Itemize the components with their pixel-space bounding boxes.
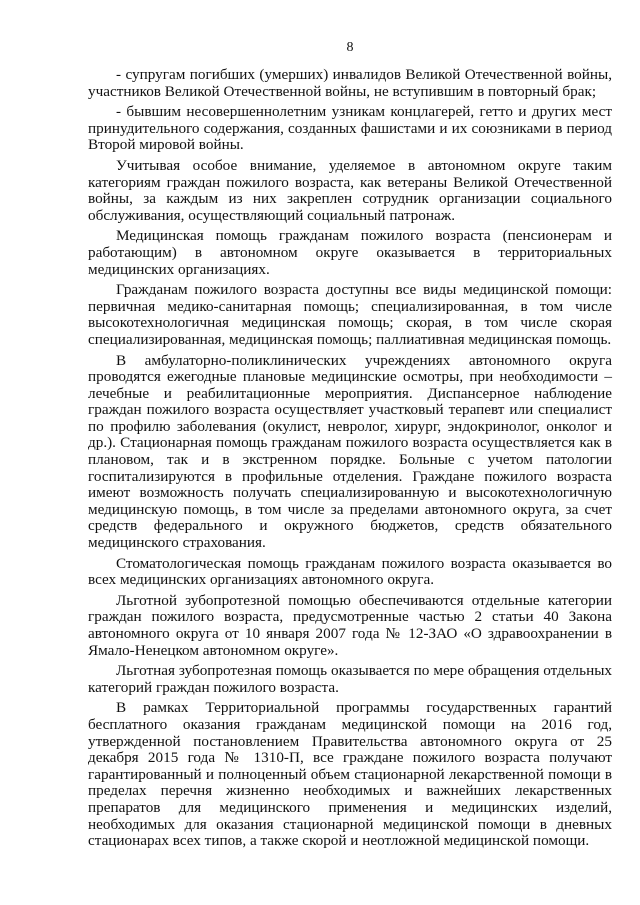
paragraph-preferential-dentures: Льготной зубопротезной помощью обеспечиваются отдельные категории граждан пожилого возраста, предусмотренные частью 2 статьи 40 Закона автономного округа от 10 января 2007 года № 12-ЗАО «О здравоохранении в Ямало-Ненецком автономном округе».	[88, 591, 612, 659]
paragraph-types-of-care: Гражданам пожилого возраста доступны все виды медицинской помощи: первичная медико-санитарная помощь; специализированная, в том числе высокотехнологичная медицинская помощь; скорая, в том числе скорая специализированная, медицинская помощь; паллиативная медицинская помощь.	[88, 281, 612, 348]
document-page	[88, 40, 612, 850]
paragraph-dentures-on-request: Льготная зубопротезная помощь оказывается по мере обращения отдельных категорий граждан пожилого возраста.	[88, 662, 612, 696]
page-number: 8	[346, 40, 354, 55]
paragraph-territorial-program: В рамках Территориальной программы государственных гарантий бесплатного оказания гражданам медицинской помощи на 2016 год, утвержденной постановлением Правительства автономного округа от 25 декабря 2015 года № 1310-П, все граждане пожилого возраста получают гарантированный и полноценный объем стационарной лекарственной помощи в пределах перечня жизненно необходимых и важнейших лекарственных препаратов для медицинского применения и медицинских изделий, необходимых для оказания стационарной медицинской помощи в дневных стационарах всех типов, а также скорой и неотложной медицинской помощи.	[88, 699, 612, 850]
paragraph-spouses-of-veterans: - супругам погибших (умерших) инвалидов Великой Отечественной войны, участников Великой Отечественной войны, не вступившим в повторный брак;	[88, 66, 612, 100]
paragraph-medical-help: Медицинская помощь гражданам пожилого возраста (пенсионерам и работающим) в автономном округе оказывается в территориальных медицинских организациях.	[88, 227, 612, 278]
paragraph-dental-care: Стоматологическая помощь гражданам пожилого возраста оказывается во всех медицинских организациях автономного округа.	[88, 554, 612, 589]
paragraph-former-prisoners: - бывшим несовершеннолетним узникам концлагерей, гетто и других мест принудительного содержания, созданных фашистами и их союзниками в период Второй мировой войны.	[88, 103, 612, 154]
paragraph-outpatient-care: В амбулаторно-поликлинических учреждениях автономного округа проводятся ежегодные плановые медицинские осмотры, при необходимости – лечебные и реабилитационные мероприятия. Диспансерное наблюдение граждан пожилого возраста осуществляет участковый терапевт или специалист по профилю заболевания (окулист, невролог, хирург, эндокринолог, онколог и др.). Стационарная помощь гражданам пожилого возраста осуществляется как в плановом, так и в экстренном порядке. Больные с учетом патологии госпитализируются в профильные отделения. Граждане пожилого возраста имеют возможность получать специализированную и высокотехнологичную медицинскую помощь, в том числе за пределами автономного округа, за счет средств федерального и окружного бюджетов, средств обязательного медицинского страхования.	[88, 351, 612, 552]
paragraph-social-patronage: Учитывая особое внимание, уделяемое в автономном округе таким категориям граждан пожилого возраста, как ветераны Великой Отечественной войны, за каждым из них закреплен сотрудник организации социального обслуживания, осуществляющий социальный патронаж.	[88, 156, 612, 224]
